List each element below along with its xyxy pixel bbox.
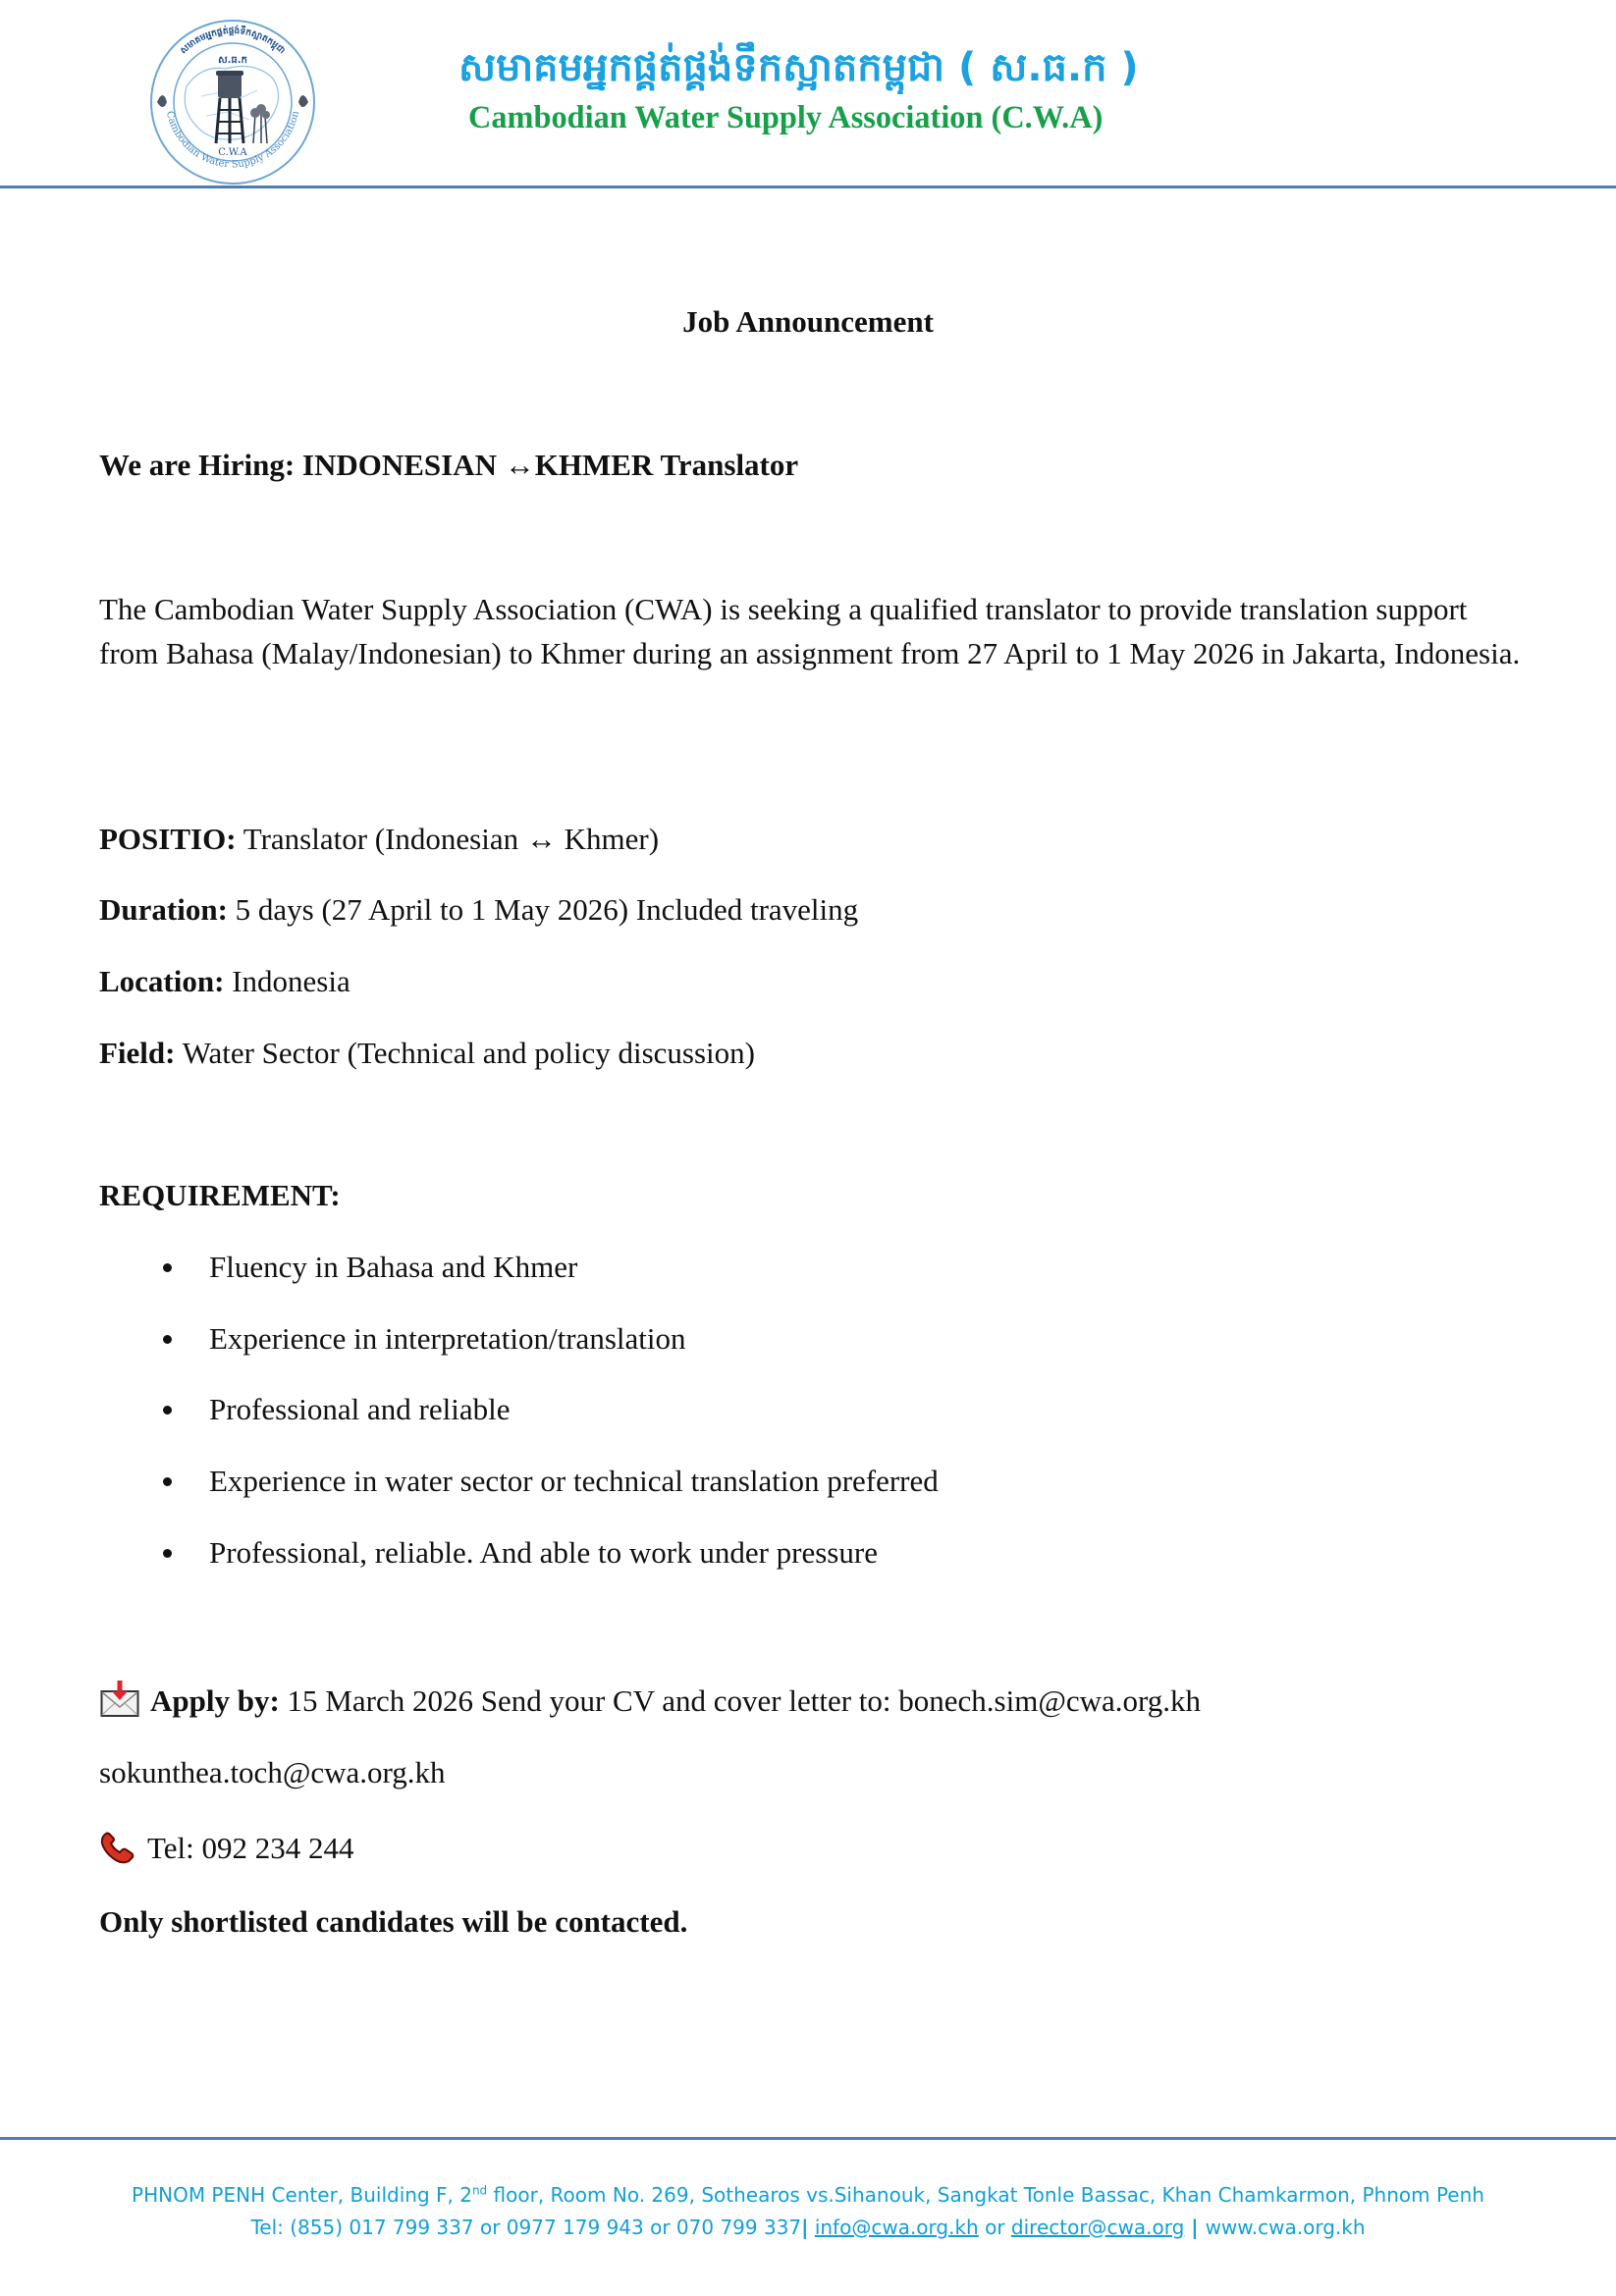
apply-label: Apply by: — [150, 1683, 280, 1718]
logo-khmer-abbr: ស.ធ.ក — [218, 55, 247, 66]
requirement-heading: REQUIREMENT: — [99, 1178, 341, 1212]
detail-field — [99, 1034, 755, 1073]
envelope-download-icon — [100, 1681, 139, 1718]
footer-tel: Tel: (855) 017 799 337 or 0977 179 943 or 070 799 337 — [250, 2216, 802, 2239]
list-item: Professional and reliable — [209, 1392, 511, 1426]
footer-director-email-link[interactable]: director@cwa.org — [1010, 2216, 1185, 2239]
english-organization-name: Cambodian Water Supply Association (C.W.A) — [468, 100, 1104, 135]
list-item: Professional, reliable. And able to work under pressure — [209, 1535, 878, 1570]
detail-duration — [99, 890, 858, 930]
detail-label: Location: — [99, 964, 225, 998]
intro-paragraph: The Cambodian Water Supply Association (CWA) is seeking a qualified translator to provide translation support from Bahasa (Malay/Indonesian) to Khmer during an assignment from 27 April to 1 May 2026 in Jakarta, Indonesia. — [99, 592, 1521, 670]
khmer-organization-name: សមាគមអ្នកផ្គត់ផ្គង់ទឹកស្អាតកម្ពុជា ( ស.ធ.ក ) — [458, 45, 1139, 90]
footer-contacts — [0, 2213, 1616, 2242]
bullet-icon — [163, 1549, 172, 1558]
logo-ring-english: Cambodian Water Supply Association — [163, 110, 302, 171]
detail-label: POSITIO: — [99, 822, 237, 856]
hiring-headline: We are Hiring: INDONESIAN ↔KHMER Translator — [99, 448, 799, 482]
apply-text: 15 March 2026 Send your CV and cover letter to: bonech.sim@cwa.org.kh — [279, 1683, 1202, 1718]
header-divider — [0, 186, 1616, 188]
secondary-email: sokunthea.toch@cwa.org.kh — [99, 1755, 446, 1789]
phone-number: Tel: 092 234 244 — [147, 1831, 354, 1865]
footer-separator: | — [1184, 2216, 1206, 2239]
footer-address-sup: nd — [471, 2183, 488, 2198]
logo-ring-khmer: សមាគមអ្នកផ្គត់ផ្គង់ទឹកស្អាតកម្ពុជា — [179, 26, 287, 57]
list-item: Experience in water sector or technical translation preferred — [209, 1464, 939, 1498]
cwa-logo — [147, 18, 318, 187]
footer-website[interactable]: www.cwa.org.kh — [1205, 2216, 1366, 2239]
footer-info-email-link[interactable]: info@cwa.org.kh — [814, 2216, 979, 2239]
detail-label: Field: — [99, 1036, 176, 1070]
bullet-icon — [163, 1335, 172, 1344]
bullet-icon — [163, 1263, 172, 1272]
list-item: Fluency in Bahasa and Khmer — [209, 1250, 578, 1284]
apply-instructions — [150, 1682, 1201, 1721]
footer-address — [0, 2180, 1616, 2210]
footer-address-pre: PHNOM PENH Center, Building F, 2 — [132, 2183, 472, 2207]
bullet-icon — [163, 1477, 172, 1486]
detail-value: Translator (Indonesian ↔ Khmer) — [236, 822, 660, 856]
footer-divider — [0, 2137, 1616, 2140]
footer-separator: | — [801, 2216, 809, 2239]
footer-or: or — [978, 2216, 1011, 2239]
bullet-icon — [163, 1406, 172, 1415]
footer-address-post: floor, Room No. 269, Sothearos vs.Sihanouk, Sangkat Tonle Bassac, Khan Chamkarmon, Phnom Penh — [487, 2183, 1484, 2207]
list-item: Experience in interpretation/translation — [209, 1321, 686, 1356]
detail-value: Indonesia — [224, 964, 350, 998]
logo-abbr: C.W.A — [218, 147, 247, 158]
detail-position — [99, 820, 659, 859]
closing-note: Only shortlisted candidates will be contacted. — [99, 1904, 688, 1939]
detail-value: Water Sector (Technical and policy discussion) — [175, 1036, 755, 1070]
detail-value: 5 days (27 April to 1 May 2026) Included traveling — [227, 892, 859, 927]
phone-icon — [100, 1832, 135, 1864]
detail-label: Duration: — [99, 892, 228, 927]
detail-location — [99, 962, 350, 1001]
document-title: Job Announcement — [682, 304, 934, 339]
